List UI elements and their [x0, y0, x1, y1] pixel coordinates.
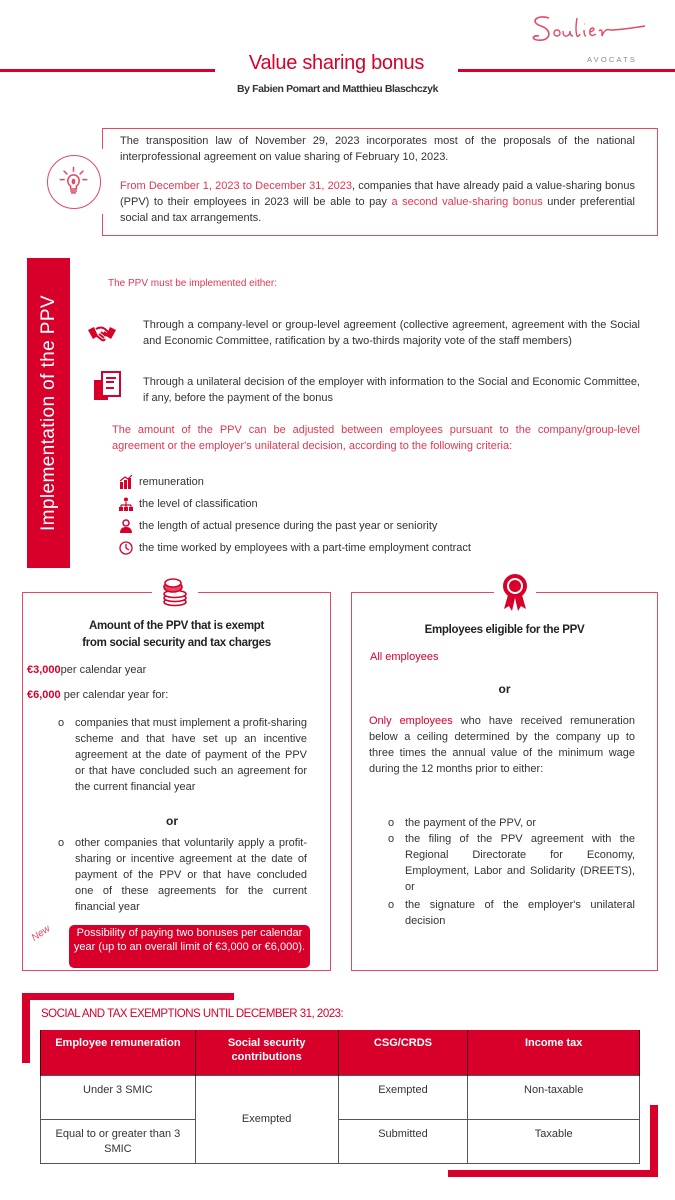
ceiling-text: who have received remuneration below a ceiling determined by the company up to three times the annual value of the minimum wage during the 12 months prior to either:: [369, 715, 635, 775]
criteria-intro: The amount of the PPV can be adjusted between employees pursuant to the company/group-level agreement or the employer's unilateral decision, according to the following criteria:: [112, 424, 640, 452]
header-social-security: Social security contributions: [195, 1030, 338, 1075]
intro-text: [120, 133, 635, 226]
logo-subtitle: AVOCATS: [587, 55, 638, 64]
implementation-method-unilateral: Through a unilateral decision of the employer with information to the Social and Economic Committee, if any, before the payment of the bonus: [143, 376, 640, 404]
amount-value: €3,000: [27, 664, 61, 676]
exemptions-table: [40, 1030, 640, 1164]
corner-accent-top-vertical: [22, 993, 30, 1063]
header-income-tax: Income tax: [468, 1030, 640, 1075]
second-bonus-highlight: a second value-sharing bonus: [391, 196, 543, 208]
title-rule-right: [458, 69, 675, 72]
heading-line-2: from social security and tax charges: [82, 637, 271, 649]
intro-paragraph-2: [120, 178, 635, 226]
intro-icon-circle: [47, 155, 101, 209]
criterion-classification: [119, 497, 258, 511]
implementation-banner-label: Implementation of the PPV: [37, 294, 59, 532]
eligible-bullet-3: the signature of the employer's unilateral decision: [405, 899, 635, 927]
all-employees-label: All employees: [370, 651, 439, 663]
only-employees-highlight: Only employees: [369, 715, 453, 727]
byline: By Fabien Pomart and Matthieu Blaschczyk: [236, 83, 439, 95]
cell-income-tax: Taxable: [468, 1119, 640, 1163]
heading-line-1: Amount of the PPV that is exempt: [88, 620, 265, 632]
header-csg-crds: CSG/CRDS: [338, 1030, 468, 1075]
criterion-label: the time worked by employees with a part-time employment contract: [139, 542, 471, 554]
amount-suffix: per calendar year for:: [60, 689, 169, 701]
or-separator: or: [166, 814, 178, 828]
eligible-bullet-1: the payment of the PPV, or: [405, 817, 537, 829]
table-row: [41, 1119, 640, 1163]
exempt-amount-heading: [22, 618, 331, 652]
coins-icon-wrap: [152, 577, 198, 607]
exempt-bullet-1: companies that must implement a profit-sharing scheme and that have set up an incentive agreement at the date of payment of the PPV or that have concluded such an agreement for the current financial year: [75, 717, 307, 793]
cell-remuneration: Equal to or greater than 3 SMIC: [41, 1119, 196, 1163]
corner-accent-bottom: [448, 1170, 657, 1177]
bullet-marker: o: [58, 837, 65, 849]
coins-icon: [152, 577, 198, 607]
award-icon-wrap: [494, 571, 536, 613]
criterion-label: the length of actual presence during the past year or seniority: [139, 520, 438, 532]
cell-remuneration: Under 3 SMIC: [41, 1075, 196, 1119]
cell-social-security: Exempted: [195, 1075, 338, 1163]
cell-income-tax: Non-taxable: [468, 1075, 640, 1119]
exemptions-table-title: SOCIAL AND TAX EXEMPTIONS UNTIL DECEMBER 31, 2023:: [41, 1008, 344, 1020]
title-rule-left: [0, 69, 215, 72]
amount-suffix: per calendar year: [60, 664, 147, 676]
bar-chart-icon: [119, 475, 133, 489]
award-ribbon-icon: [494, 571, 536, 613]
intro-paragraph-1: The transposition law of November 29, 2023 incorporates most of the proposals of the national interprofessional agreement on value sharing of February 10, 2023.: [120, 135, 635, 163]
documents-icon: [92, 370, 124, 402]
cell-csg-crds: Submitted: [338, 1119, 468, 1163]
table-header-row: [41, 1030, 640, 1075]
amount-3000: [27, 664, 146, 676]
eligible-heading: Employees eligible for the PPV: [424, 624, 585, 636]
corner-accent-bottom-vertical: [650, 1105, 658, 1177]
page-title: Value sharing bonus: [248, 52, 425, 74]
bullet-marker: o: [388, 817, 395, 829]
intro-paragraph-2-text: , companies that have already paid a value-sharing bonus (PPV) to their employees in 2023 will be able to pay: [120, 180, 635, 208]
person-icon: [119, 519, 133, 533]
handshake-icon: [86, 318, 118, 350]
bullet-marker: o: [388, 899, 395, 911]
criterion-label: remuneration: [139, 476, 204, 488]
new-two-bonuses-note: Possibility of paying two bonuses per calendar year (up to an overall limit of €3,000 or €6,000).: [69, 925, 310, 968]
soulier-avocats-logo: [527, 10, 652, 62]
org-chart-icon: [119, 497, 133, 511]
clock-icon: [119, 541, 133, 555]
new-tag: New: [29, 923, 53, 944]
corner-accent-top: [22, 993, 234, 1000]
header-remuneration: Employee remuneration: [41, 1030, 196, 1075]
amount-value: €6,000: [27, 689, 61, 701]
eligible-bullet-2: the filing of the PPV agreement with the Regional Directorate for Economy, Employment, Labor and Solidarity (DREETS), or: [405, 833, 635, 893]
amount-6000: [27, 689, 168, 701]
criterion-remuneration: [119, 475, 204, 489]
criterion-part-time: [119, 541, 471, 555]
bullet-marker: o: [58, 717, 65, 729]
cell-csg-crds: Exempted: [338, 1075, 468, 1119]
bullet-marker: o: [388, 833, 395, 845]
criterion-presence: [119, 519, 437, 533]
logo-script-icon: [527, 10, 652, 48]
exempt-bullet-2: other companies that voluntarily apply a profit-sharing or incentive agreement at the date of payment of the PPV or that have concluded one of these agreements for the current financial year: [75, 837, 307, 913]
eligible-ceiling-text: [369, 713, 635, 777]
table-row: [41, 1075, 640, 1119]
or-separator: or: [498, 682, 511, 696]
lightbulb-icon: [48, 156, 99, 207]
implementation-lead: The PPV must be implemented either:: [108, 278, 277, 289]
criterion-label: the level of classification: [139, 498, 258, 510]
intro-paragraph-2-end: under preferential social and tax arrangements.: [120, 196, 635, 224]
implementation-banner: [27, 258, 70, 568]
date-range-highlight: From December 1, 2023 to December 31, 2023: [120, 180, 353, 192]
implementation-method-agreement: Through a company-level or group-level agreement (collective agreement, agreement with the Social and Economic Committee, ratification by a two-thirds majority vote of the staff members): [143, 319, 640, 347]
